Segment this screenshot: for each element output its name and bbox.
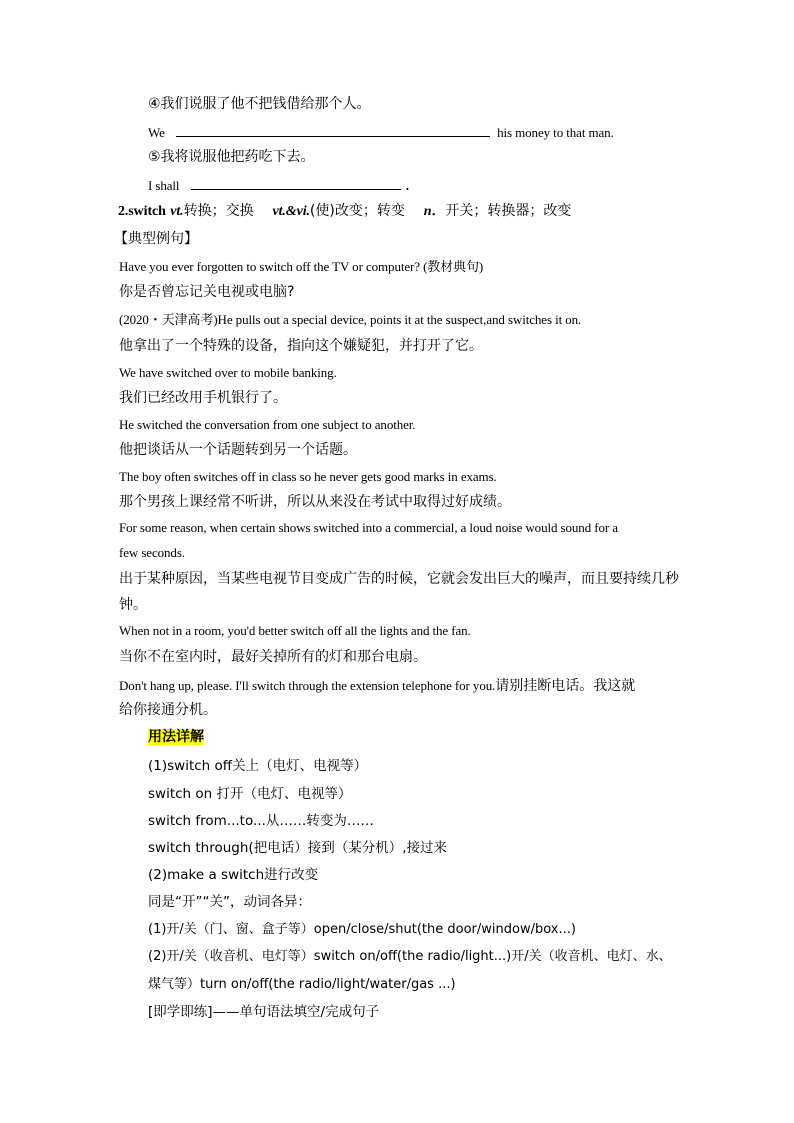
example-8-cn-part-2: 给你接通分机。 — [119, 702, 217, 718]
exercise-4-start: We — [148, 125, 165, 140]
exercise-4-blank[interactable] — [176, 124, 490, 137]
entry-pos-1: vt. — [170, 204, 184, 219]
usage-item-8: (2)开/关（收音机、电灯等）switch on/off(the radio/light...)开/关（收音机、电灯、水、 — [148, 949, 672, 964]
usage-item-7: (1)开/关（门、窗、盒子等）open/close/shut(the door/window/box...) — [148, 922, 576, 937]
usage-heading-highlight: 用法详解 — [148, 729, 204, 745]
example-7-en: When not in a room, you'd better switch off all the lights and the fan. — [119, 623, 471, 638]
exercise-4-prompt: ④我们说服了他不把钱借给那个人。 — [148, 96, 371, 112]
example-8-en: Don't hang up, please. I'll switch through the extension telephone for you. — [119, 678, 496, 693]
entry-def-3: 开关；转换器；改变 — [445, 203, 572, 219]
example-2-cn: 他拿出了一个特殊的设备，指向这个嫌疑犯，并打开了它。 — [119, 338, 483, 354]
example-1-cn: 你是否曾忘记关电视或电脑? — [119, 284, 295, 300]
example-4-en: He switched the conversation from one subject to another. — [119, 417, 416, 432]
exercise-4-sentence — [148, 124, 614, 139]
example-7-cn: 当你不在室内时，最好关掉所有的灯和那台电扇。 — [119, 649, 427, 665]
usage-heading — [148, 730, 204, 744]
usage-item-1: (1)switch off关上（电灯、电视等） — [148, 758, 368, 774]
example-3-en: We have switched over to mobile banking. — [119, 365, 337, 380]
example-6-en-line-1: For some reason, when certain shows switched into a commercial, a loud noise would sound for a — [119, 520, 618, 535]
entry-headword: 2.switch — [118, 204, 166, 219]
usage-item-2: switch on 打开（电灯、电视等） — [148, 786, 352, 802]
entry-pos-3: n． — [423, 204, 446, 219]
usage-item-9: 煤气等）turn on/off(the radio/light/water/gas ...) — [148, 977, 456, 992]
exercise-5-sentence — [148, 177, 409, 192]
entry-def-2: (使)改变；转变 — [309, 203, 405, 219]
example-6-cn-line-2: 钟。 — [119, 597, 147, 613]
example-4-cn: 他把谈话从一个话题转到另一个话题。 — [119, 442, 357, 458]
example-1-en: Have you ever forgotten to switch off the TV or computer? (教材典句) — [119, 259, 484, 274]
example-5-cn: 那个男孩上课经常不听讲，所以从来没在考试中取得过好成绩。 — [119, 494, 511, 510]
entry-pos-2: vt.&vi. — [272, 204, 310, 219]
usage-item-4: switch through(把电话）接到（某分机）,接过来 — [148, 840, 447, 856]
examples-heading: 【典型例句】 — [114, 231, 198, 247]
exercise-5-prompt: ⑤我将说服他把药吃下去。 — [148, 149, 315, 165]
usage-item-6: 同是“开”“关”，动词各异： — [148, 894, 311, 910]
example-2-en: (2020・天津高考)He pulls out a special device, points it at the suspect,and switches it on. — [119, 312, 582, 327]
exercise-5-blank[interactable] — [191, 177, 401, 190]
example-8-line-1 — [119, 677, 635, 693]
exercise-5-end: . — [405, 178, 409, 193]
usage-item-5: (2)make a switch进行改变 — [148, 867, 319, 883]
exercise-4-end: his money to that man. — [497, 125, 614, 140]
entry-def-1: 转换；交换 — [183, 203, 254, 219]
exercise-5-start: I shall — [148, 178, 180, 193]
example-3-cn: 我们已经改用手机银行了。 — [119, 390, 287, 406]
example-5-en: The boy often switches off in class so he never gets good marks in exams. — [119, 469, 497, 484]
usage-item-3: switch from...to...从……转变为…… — [148, 813, 374, 829]
example-6-cn-line-1: 出于某种原因，当某些电视节目变成广告的时候，它就会发出巨大的噪声，而且要持续几秒 — [119, 571, 679, 587]
example-8-cn-part-1: 请别挂断电话。我这就 — [495, 678, 636, 694]
vocab-entry-switch — [118, 204, 571, 219]
usage-item-10: [即学即练]——单句语法填空/完成句子 — [148, 1004, 380, 1020]
example-6-en-line-2: few seconds. — [119, 545, 185, 560]
